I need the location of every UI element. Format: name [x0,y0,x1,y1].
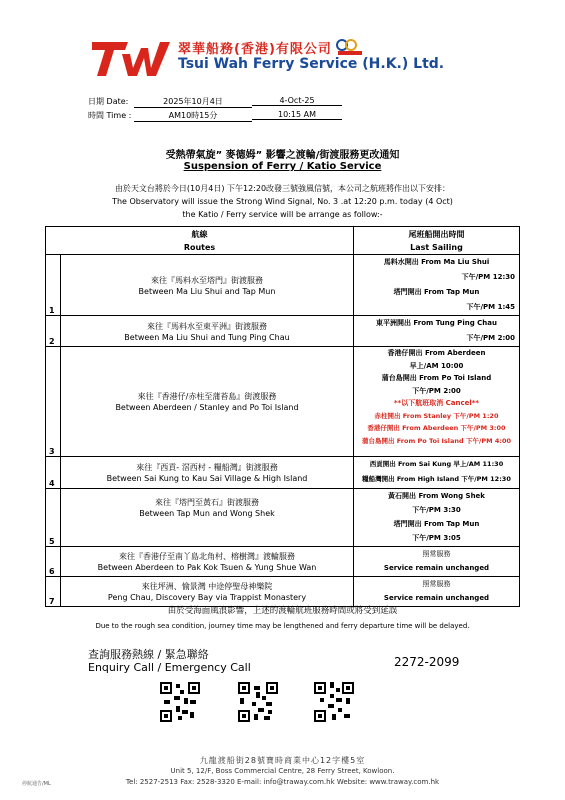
cancelled-sailing: 赤柱開出 From Stanley 下午/PM 1:20 [374,411,499,420]
table-header [46,227,520,255]
route-name-zh: 來往坪洲、愉景灣 中途停聖母神樂院 [141,582,273,591]
notice-title-en: Suspension of Ferry / Katio Service [183,161,382,172]
route-name-en: Between Tap Mun and Wong Shek [139,509,275,518]
header-routes-en: Routes [183,243,216,252]
qr-code-icon[interactable] [314,682,354,722]
enquiry-label-zh: 查詢服務熱線 / 緊急聯絡 [88,648,209,661]
row-number: 4 [49,479,55,488]
address-zh: 九龍渡船街28號寶時商業中心12字樓5室 [199,756,366,765]
row-number: 6 [49,567,55,576]
certification-badge-icon [336,38,364,56]
header-sailing-en: Last Sailing [410,243,463,252]
route-name-en: Between Ma Liu Shui and Tung Ping Chau [124,332,290,342]
route-name-en: Between Ma Liu Shui and Tap Mun [138,286,276,296]
cancelled-sailing: 香港仔開出 From Aberdeen 下午/PM 3:00 [367,424,506,432]
notice-title-zh: 受熱帶氣旋” 麥德姆” 影響之渡輪/街渡服務更改通知 [165,150,400,161]
address-en: Unit 5, 12/F, Boss Commercial Centre, 28 Ferry Street, Kowloon. [170,767,395,775]
sailing-line: 照常服務 [422,550,451,558]
sailing-line: 下午/PM 12:30 [461,273,515,281]
time-value-en: 10:15 AM [252,110,342,120]
time-value-zh: AM10時15分 [134,110,252,122]
table-row [46,255,520,316]
sailing-line: 早上/AM 10:00 [409,361,464,370]
table-row [46,577,520,607]
company-logo [92,38,172,78]
route-name-zh: 來往『香港仔至南丫島北角村、榕樹灣』渡輪服務 [119,552,295,561]
route-name-en: Peng Chau, Discovery Bay via Trappist Monastery [107,593,307,602]
row-number: 7 [49,597,55,606]
header-routes-zh: 航線 [191,230,208,239]
sailing-line: Service remain unchanged [383,564,490,572]
enquiry-phone[interactable]: 2272-2099 [394,655,460,669]
sailing-line: 東平洲開出 From Tung Ping Chau [376,319,497,327]
sailing-line: 馬料水開出 From Ma Liu Shui [383,258,490,266]
date-value-zh: 2025年10月4日 [134,96,252,108]
schedule-table [45,226,520,607]
delay-notice-en: Due to the rough sea condition, journey time may be lengthened and ferry departure time will be delayed. [95,622,470,630]
row-number: 2 [49,337,55,346]
qr-code-icon[interactable] [160,682,200,722]
route-name-en: Between Aberdeen / Stanley and Po Toi Island [115,403,299,412]
route-name-zh: 來往『西貢- 滘西村 - 糧船灣』街渡服務 [136,463,278,472]
footnote: 停航通告/ML [22,781,51,787]
sailing-line: 下午/PM 1:45 [466,303,515,311]
intro-line-1: 由於天文台將於今日(10月4日) 下午12:20改發三號強風信號，本公司之航班將作出以下安排： [114,184,451,193]
enquiry-label-en: Enquiry Call / Emergency Call [88,661,251,674]
company-name-en: Tsui Wah Ferry Service (H.K.) Ltd. [178,56,445,72]
sailing-line: 香港仔開出 From Aberdeen [387,349,486,357]
time-label: 時間 Time : [88,111,132,120]
company-name-zh: 翠華船務(香港)有限公司 [178,42,332,57]
sailing-line: 照常服務 [422,580,451,588]
cancelled-sailing: 蒲台島開出 From Po Toi Island 下午/PM 4:00 [362,436,511,445]
route-name-en: Between Sai Kung to Kau Sai Village & High Island [106,474,308,483]
route-name-zh: 來往『塔門至黃石』街渡服務 [155,498,259,507]
table-row [46,547,520,577]
row-number: 3 [49,447,55,456]
intro-line-3: the Katio / Ferry service will be arrange as follow:- [182,210,383,219]
sailing-line: 下午/PM 2:00 [466,334,515,342]
row-number: 5 [49,537,55,546]
table-row [46,316,520,347]
sailing-line: 塔門開出 From Tap Mun [393,520,480,528]
sailing-line: 塔門開出 From Tap Mun [393,288,480,296]
sailing-line: 下午/PM 2:00 [412,386,461,395]
sailing-line: Service remain unchanged [383,594,490,602]
row-number: 1 [49,306,55,315]
delay-notice-zh: 由於受海面風浪影響，上述的渡輪航班服務時間或將受到延誤 [167,606,398,616]
intro-line-2: The Observatory will issue the Strong Wind Signal, No. 3 .at 12:20 p.m. today (4 Oct) [112,197,453,206]
table-row [46,347,520,457]
table-row [46,457,520,489]
sailing-line: 下午/PM 3:05 [412,534,461,542]
table-row [46,489,520,547]
qr-code-icon[interactable] [238,682,278,722]
date-value-en: 4-Oct-25 [252,96,342,106]
route-name-zh: 來往『香港仔/赤柱至蒲苔島』街渡服務 [137,392,277,401]
route-name-en: Between Aberdeen to Pak Kok Tsuen & Yung Shue Wan [97,563,317,572]
header-sailing-zh: 尾班船開出時間 [408,230,465,239]
sailing-line: 糧船灣開出 From High Island 下午/PM 12:30 [362,475,511,483]
route-name-zh: 來往『馬料水至塔門』街渡服務 [151,275,263,285]
sailing-line: 蒲台島開出 From Po Toi Island [381,374,492,382]
cancel-notice: **以下航班取消 Cancel** [393,399,480,407]
sailing-line: 西貢開出 From Sai Kung 早上/AM 11:30 [369,460,504,468]
date-label: 日期 Date: [88,97,129,106]
contact-info: Tel: 2527-2513 Fax: 2528-3320 E-mail: info@traway.com.hk Website: www.traway.com.hk [125,778,440,786]
route-name-zh: 來往『馬料水至東平洲』街渡服務 [147,321,267,331]
sailing-line: 黃石開出 From Wong Shek [388,492,485,500]
sailing-line: 下午/PM 3:30 [412,506,461,514]
